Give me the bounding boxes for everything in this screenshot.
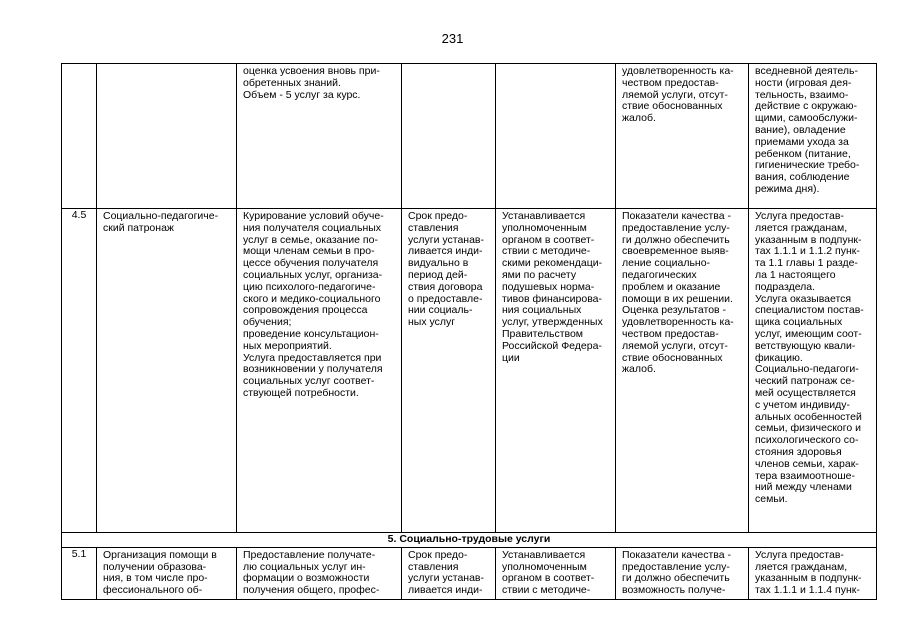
text-line: органом в соответ- xyxy=(502,572,595,585)
text-line: возникновении у получателя xyxy=(243,363,383,376)
section-heading: 5. Социально-трудовые услуги xyxy=(62,533,877,548)
text-line: ствие обоснованных xyxy=(622,351,723,364)
text-line: мей осуществляется xyxy=(755,386,856,399)
text-line: щими, самообслужи- xyxy=(755,112,858,125)
text-line: социальных услуг, организа- xyxy=(243,268,383,281)
text-line: ребенком (питание, xyxy=(755,147,851,160)
text-line: возможность получе- xyxy=(622,584,726,597)
text-line: вания, соблюдение xyxy=(755,171,850,184)
service-term-cell xyxy=(402,547,496,599)
text-line: ности (игровая дея- xyxy=(755,76,852,89)
text-line: Устанавливается xyxy=(502,210,586,222)
text-line: ливается инди- xyxy=(408,584,483,597)
text-line: жалоб. xyxy=(622,363,656,376)
text-line: ния, в том числе про- xyxy=(103,572,208,585)
service-content-cell xyxy=(237,547,402,599)
text-line: предоставление услу- xyxy=(622,560,730,573)
service-quality-cell xyxy=(616,547,749,599)
service-quality-cell xyxy=(616,64,749,209)
text-line: тивов финансирова- xyxy=(502,292,603,305)
text-line: ставления xyxy=(408,221,459,234)
text-line: чеством предостав- xyxy=(622,327,719,340)
text-line: ствия договора xyxy=(408,280,483,293)
text-line: ции xyxy=(502,351,520,364)
text-line: психологического со- xyxy=(755,434,859,447)
text-line: услуг, имеющим соот- xyxy=(755,327,862,340)
text-line: ствии с методиче- xyxy=(502,245,591,258)
text-line: жалоб. xyxy=(622,112,656,125)
text-line: указанным в подпунк- xyxy=(755,233,862,246)
text-line: вседневной деятель- xyxy=(755,65,859,77)
text-line: ний между членами xyxy=(755,481,852,494)
text-line: ствие обоснованных xyxy=(622,100,723,113)
text-line: ных услуг xyxy=(408,316,456,329)
text-line: указанным в подпунк- xyxy=(755,572,862,585)
text-line: ского и медико-социального xyxy=(243,292,381,305)
service-name-cell xyxy=(97,209,237,533)
service-name-cell xyxy=(97,547,237,599)
text-line: нии социаль- xyxy=(408,304,473,317)
text-line: подушевых норма- xyxy=(502,280,595,293)
service-conditions-cell xyxy=(749,209,877,533)
text-line: педагогических xyxy=(622,268,697,281)
text-line: Организация помощи в xyxy=(103,548,217,561)
text-line: ставления xyxy=(408,560,459,573)
text-line: членов семьи, харак- xyxy=(755,457,859,470)
text-line: ветствующую квали- xyxy=(755,339,856,352)
text-line: Услуга предоставляется при xyxy=(243,351,382,364)
service-tariff-cell xyxy=(496,209,616,533)
text-line: Правительством xyxy=(502,327,584,340)
text-line: тах 1.1.1 и 1.1.2 пунк- xyxy=(755,245,860,258)
text-line: ги должно обеспечить xyxy=(622,572,730,585)
text-line: удовлетворенность ка- xyxy=(622,316,734,329)
text-line: ния получателя социальных xyxy=(243,221,382,234)
text-line: Курирование условий обуче- xyxy=(243,210,384,222)
text-line: с учетом индивиду- xyxy=(755,398,851,411)
text-line: услуги устанав- xyxy=(408,572,484,585)
text-line: услуг, утвержденных xyxy=(502,316,603,329)
text-line: формации о возможности xyxy=(243,572,370,585)
text-line: Социально-педагогиче- xyxy=(103,210,219,222)
text-line: ческий патронаж се- xyxy=(755,375,855,388)
text-line: Показатели качества - xyxy=(622,210,731,222)
text-line: лю социальных услуг ин- xyxy=(243,560,366,573)
text-line: Оценка результатов - xyxy=(622,304,727,317)
text-line: ствующей потребности. xyxy=(243,386,359,399)
text-line: Услуга предостав- xyxy=(755,548,844,561)
text-line: подраздела. xyxy=(755,280,816,293)
text-line: цессе обучения получателя xyxy=(243,257,379,270)
text-line: альных особенностей xyxy=(755,410,862,423)
text-line: гигиенические требо- xyxy=(755,159,860,172)
text-line: получения общего, профес- xyxy=(243,584,380,597)
text-line: ляется гражданам, xyxy=(755,221,848,234)
text-line: Устанавливается xyxy=(502,548,586,561)
row-number-cell: 4.5 xyxy=(62,209,97,533)
text-line: скими рекомендаци- xyxy=(502,257,603,270)
text-line: та 1.1 главы 1 разде- xyxy=(755,257,858,270)
text-line: тах 1.1.1 и 1.1.4 пунк- xyxy=(755,584,860,597)
text-line: стояния здоровья xyxy=(755,445,842,458)
text-line: услуги устанав- xyxy=(408,233,484,246)
text-line: мощи членам семьи в про- xyxy=(243,245,375,258)
text-line: Услуга оказывается xyxy=(755,292,852,305)
text-line: обучения; xyxy=(243,316,292,329)
text-line: семьи. xyxy=(755,493,788,506)
row-number-cell xyxy=(62,64,97,209)
text-line: сопровождения процесса xyxy=(243,304,368,317)
text-line: Объем - 5 услуг за курс. xyxy=(243,88,361,101)
text-line: уполномоченным xyxy=(502,221,587,234)
text-line: Социально-педагоги- xyxy=(755,363,859,376)
text-line: ями по расчету xyxy=(502,268,577,281)
text-line: органом в соответ- xyxy=(502,233,595,246)
text-line: Российской Федера- xyxy=(502,339,602,352)
text-line: фикацию. xyxy=(755,351,803,364)
services-table xyxy=(61,63,877,600)
service-content-cell xyxy=(237,64,402,209)
text-line: ных мероприятий. xyxy=(243,339,332,352)
text-line: социальных услуг соответ- xyxy=(243,375,375,388)
text-line: приемами ухода за xyxy=(755,135,849,148)
text-line: Предоставление получате- xyxy=(243,548,376,561)
table-row xyxy=(62,64,877,209)
service-conditions-cell xyxy=(749,64,877,209)
text-line: видуально в xyxy=(408,257,469,270)
text-line: щика социальных xyxy=(755,316,843,329)
text-line: ла 1 настоящего xyxy=(755,268,836,281)
section-heading-row xyxy=(62,533,877,548)
text-line: предоставление услу- xyxy=(622,221,730,234)
service-name-cell xyxy=(97,64,237,209)
text-line: своевременное выяв- xyxy=(622,245,729,258)
text-line: Срок предо- xyxy=(408,548,468,561)
text-line: о предоставле- xyxy=(408,292,483,305)
text-line: тера взаимоотноше- xyxy=(755,469,855,482)
text-line: Показатели качества - xyxy=(622,548,731,561)
text-line: действие с окружаю- xyxy=(755,100,858,113)
text-line: удовлетворенность ка- xyxy=(622,65,734,77)
service-term-cell xyxy=(402,209,496,533)
service-tariff-cell xyxy=(496,64,616,209)
text-line: цию психолого-педагогиче- xyxy=(243,280,376,293)
text-line: уполномоченным xyxy=(502,560,587,573)
text-line: тельность, взаимо- xyxy=(755,88,849,101)
text-line: ливается инди- xyxy=(408,245,483,258)
text-line: ский патронаж xyxy=(103,221,174,234)
service-quality-cell xyxy=(616,209,749,533)
service-conditions-cell xyxy=(749,547,877,599)
text-line: вание), овладение xyxy=(755,123,846,136)
text-line: Услуга предостав- xyxy=(755,210,844,222)
text-line: обретенных знаний. xyxy=(243,76,341,89)
text-line: ляемой услуги, отсут- xyxy=(622,339,728,352)
service-term-cell xyxy=(402,64,496,209)
table-row xyxy=(62,209,877,533)
text-line: ляемой услуги, отсут- xyxy=(622,88,728,101)
text-line: проблем и оказание xyxy=(622,280,721,293)
text-line: режима дня). xyxy=(755,182,820,195)
text-line: ги должно обеспечить xyxy=(622,233,730,246)
text-line: получении образова- xyxy=(103,560,207,573)
text-line: Срок предо- xyxy=(408,210,468,222)
text-line: ния социальных xyxy=(502,304,582,317)
text-line: оценка усвоения вновь при- xyxy=(243,65,380,77)
text-line: помощи в их решении. xyxy=(622,292,733,305)
text-line: фессионального об- xyxy=(103,584,203,597)
text-line: проведение консультацион- xyxy=(243,327,379,340)
service-tariff-cell xyxy=(496,547,616,599)
text-line: услуг в семье, оказание по- xyxy=(243,233,378,246)
page-number: 231 xyxy=(441,31,464,46)
text-line: период дей- xyxy=(408,268,468,281)
text-line: ствии с методиче- xyxy=(502,584,591,597)
text-line: ление социально- xyxy=(622,257,711,270)
text-line: чеством предостав- xyxy=(622,76,719,89)
text-line: специалистом постав- xyxy=(755,304,864,317)
text-line: семьи, физического и xyxy=(755,422,861,435)
service-content-cell xyxy=(237,209,402,533)
text-line: ляется гражданам, xyxy=(755,560,848,573)
table-row xyxy=(62,547,877,599)
row-number-cell: 5.1 xyxy=(62,547,97,599)
